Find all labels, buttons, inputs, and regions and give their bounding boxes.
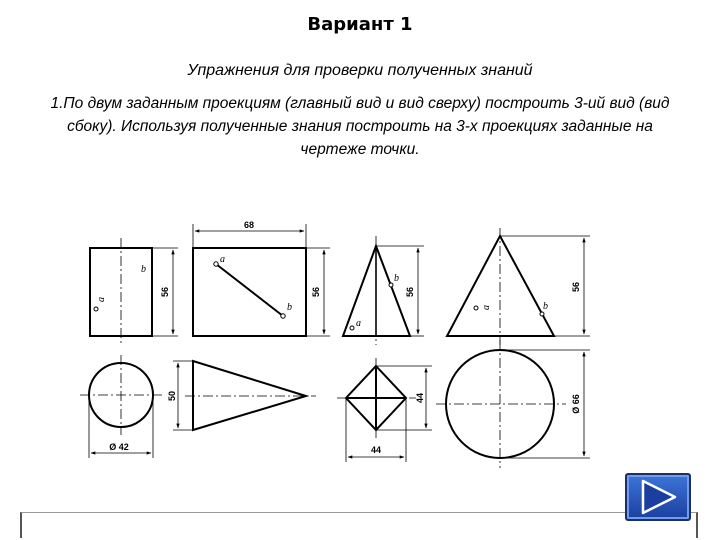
slide-subtitle: Упражнения для проверки полученных знаний xyxy=(187,62,533,79)
cylinder-height-dim: 56 xyxy=(160,286,170,298)
point-label-b-prism: b xyxy=(287,302,292,313)
prism-width-dim: 68 xyxy=(243,220,255,230)
slide-title: Вариант 1 xyxy=(307,14,413,35)
cone-height-dim: 56 xyxy=(571,281,581,293)
next-slide-button[interactable] xyxy=(625,473,691,521)
cone-front-view xyxy=(447,228,590,345)
pyramid-height-dim: 56 xyxy=(405,286,415,298)
point-label-b-cone: b xyxy=(543,301,548,312)
task-text: 1.По двум заданным проекциям (главный вид и вид сверху) построить 3-ий вид (вид сбоку). Используя полученные знания построить на 3-х проекциях заданные на чертеже точки. xyxy=(50,95,670,158)
point-label-a-pyramid: a xyxy=(356,318,361,329)
cylinder-diameter-dim: Ø 42 xyxy=(109,442,129,452)
point-label-a-prism: a xyxy=(220,254,225,265)
triangle-top-view xyxy=(173,361,316,430)
pyramid-base-dim: 44 xyxy=(370,445,382,455)
cone-diameter-dim: Ø 66 xyxy=(571,394,581,414)
point-label-a-cylinder: a xyxy=(96,297,107,302)
cone-top-view xyxy=(436,340,590,468)
pyramid-side-dim: 44 xyxy=(415,392,425,404)
point-label-b-pyramid: b xyxy=(394,273,399,284)
prism-height-dim: 56 xyxy=(311,286,321,298)
prism-front-view xyxy=(193,224,330,336)
pyramid-top-view xyxy=(337,358,432,462)
play-next-icon xyxy=(627,475,689,519)
slide-bottom-frame xyxy=(20,512,698,538)
prism-depth-dim: 50 xyxy=(167,390,177,402)
point-label-b-cylinder: b xyxy=(141,264,146,275)
point-label-a-cone: a xyxy=(481,305,492,310)
